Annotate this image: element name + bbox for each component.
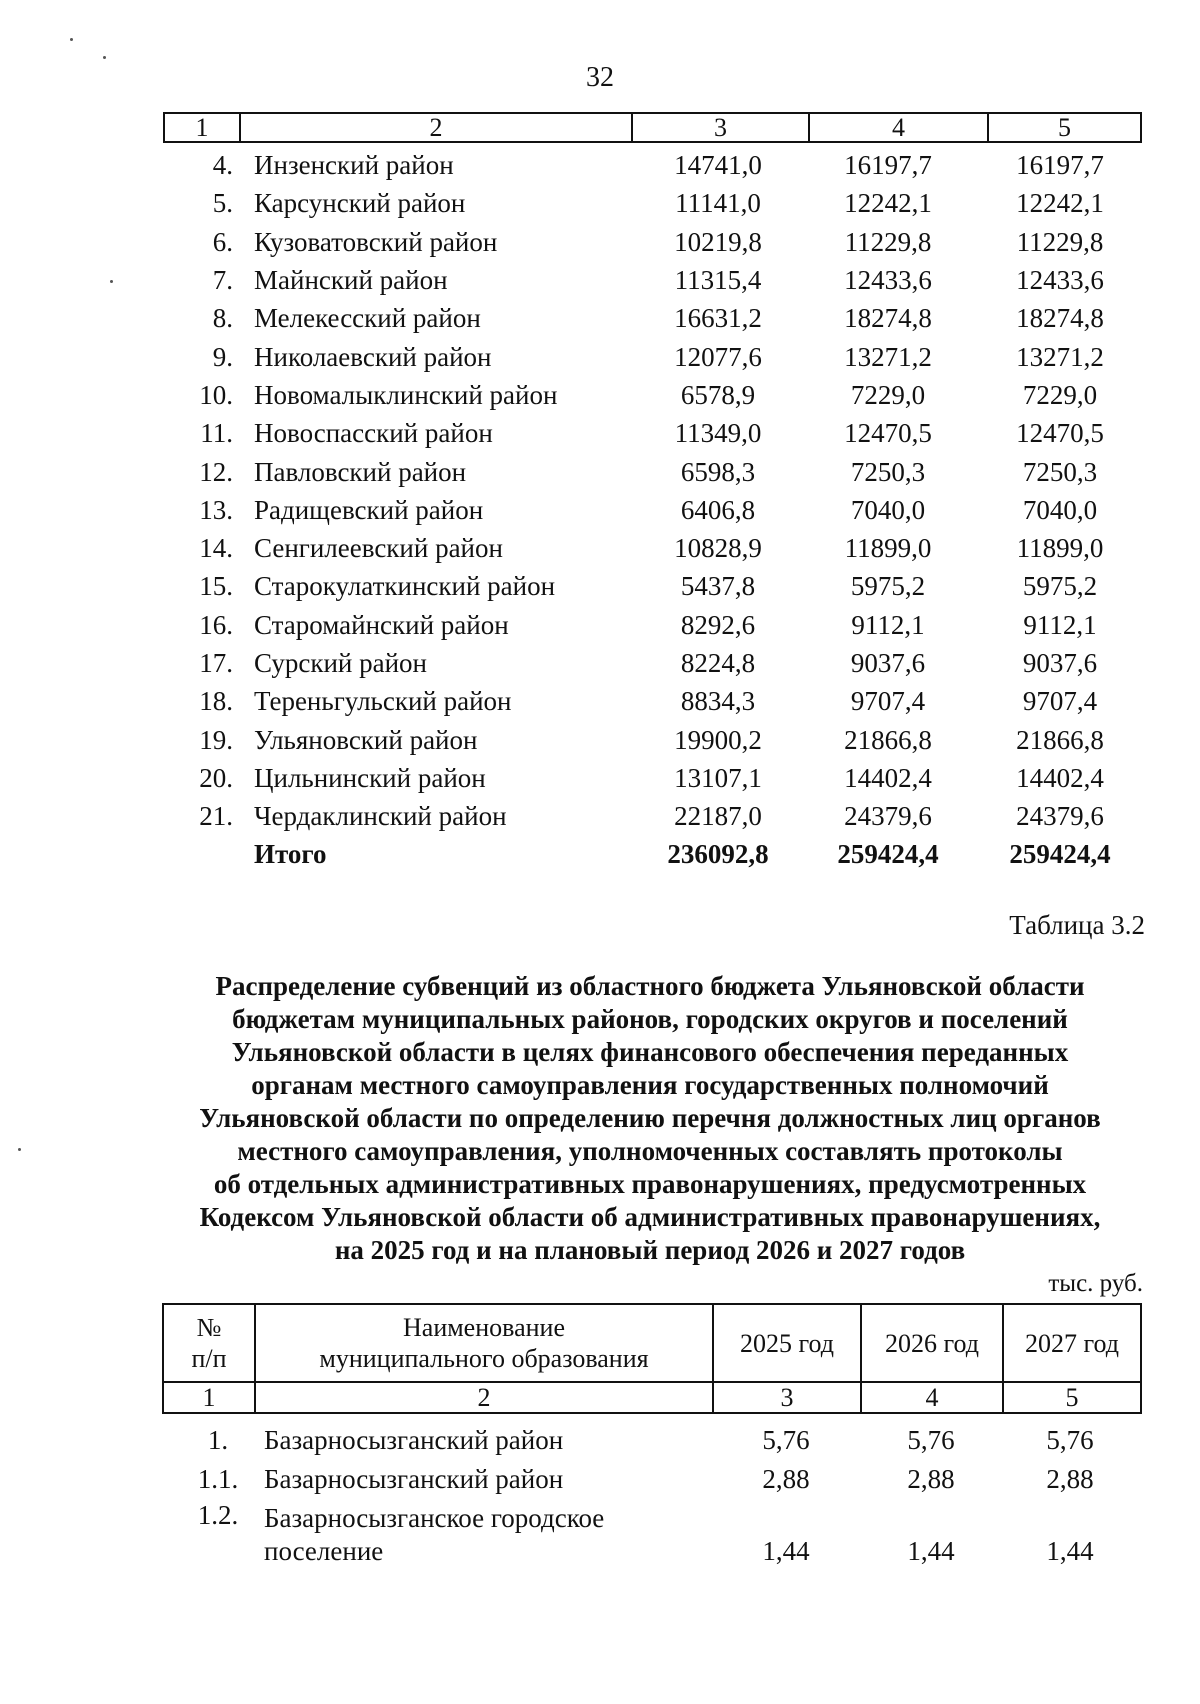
value-col-3: 11349,0: [674, 418, 762, 449]
row-number: 1.2.: [197, 1500, 239, 1530]
scan-speck: [18, 1148, 21, 1151]
value-2027: 1,44: [1046, 1536, 1094, 1566]
table1-header-col-5: 5: [1058, 113, 1071, 142]
row-number: 1.: [207, 1425, 229, 1455]
row-number: 1.1.: [197, 1464, 239, 1494]
table2-header: [162, 1303, 1142, 1383]
table-row: [163, 146, 1142, 184]
district-name: Радищевский район: [254, 494, 484, 525]
title-line: на 2025 год и на плановый период 2026 и 2027 годов: [334, 1235, 966, 1265]
title-line: Распределение субвенций из областного бюджета Ульяновской области: [215, 971, 1085, 1001]
district-name: Мелекесский район: [254, 303, 481, 334]
value-col-5: 9707,4: [1022, 686, 1098, 717]
value-col-3: 10828,9: [674, 533, 762, 564]
district-name: Старомайнский район: [254, 609, 509, 640]
value-col-4: 13271,2: [844, 341, 932, 372]
district-name: Новомалыклинский район: [254, 379, 558, 410]
value-col-5: 13271,2: [1016, 341, 1104, 372]
row-number: 10.: [199, 379, 233, 410]
value-col-5: 21866,8: [1016, 724, 1104, 755]
value-2027: 5,76: [1046, 1425, 1094, 1455]
value-col-5: 9112,1: [1023, 609, 1097, 640]
table-row: [163, 414, 1142, 452]
row-number: 8.: [212, 303, 233, 334]
value-2025: 2,88: [762, 1464, 810, 1494]
value-col-3: 6598,3: [680, 456, 756, 487]
district-name: Павловский район: [254, 456, 467, 487]
units-label: тыс. руб.: [1048, 1270, 1143, 1297]
municipality-name: Базарносызганский район: [264, 1425, 564, 1455]
value-col-5: 7250,3: [1022, 456, 1098, 487]
row-number: 4.: [212, 150, 233, 181]
value-col-4: 7229,0: [850, 379, 926, 410]
district-name: Ульяновский район: [254, 724, 478, 755]
header-number: [164, 1305, 256, 1381]
value-col-4: 7250,3: [850, 456, 926, 487]
table-row: [162, 1457, 1142, 1496]
value-col-3: 8292,6: [680, 609, 756, 640]
value-col-5: 11899,0: [1016, 533, 1104, 564]
header-name-line2: муниципального образования: [319, 1344, 649, 1373]
row-number: 18.: [199, 686, 233, 717]
value-col-4: 18274,8: [844, 303, 932, 334]
table-row: [163, 223, 1142, 261]
municipality-name: Базарносызганский район: [264, 1464, 564, 1494]
page-number: 32: [586, 62, 614, 93]
table1-header: [163, 112, 1142, 143]
row-number: 15.: [199, 571, 233, 602]
title-line: Кодексом Ульяновской области об административных правонарушениях,: [199, 1202, 1101, 1232]
table-caption: Таблица 3.2: [1009, 910, 1145, 940]
title-line: бюджетам муниципальных районов, городских округов и поселений: [232, 1004, 1068, 1034]
value-2025: 5,76: [762, 1425, 810, 1455]
value-col-5: 14402,4: [1016, 762, 1104, 793]
scan-speck: [103, 56, 106, 59]
table-row: [163, 491, 1142, 529]
table-row: [163, 644, 1142, 682]
value-col-3: 11141,0: [675, 188, 761, 219]
row-number: 14.: [199, 533, 233, 564]
value-col-4: 11899,0: [844, 533, 932, 564]
value-col-4: 5975,2: [850, 571, 926, 602]
table-row: [163, 606, 1142, 644]
table-row: [163, 337, 1142, 375]
value-col-4: 24379,6: [844, 801, 932, 832]
row-number: 21.: [199, 801, 233, 832]
district-name: Карсунский район: [254, 188, 466, 219]
col-number-5: 5: [1065, 1383, 1079, 1412]
value-col-3: 6578,9: [680, 379, 756, 410]
col-number-4: 4: [862, 1383, 1004, 1412]
value-col-4: 12470,5: [844, 418, 932, 449]
value-col-5: 11229,8: [1016, 226, 1104, 257]
district-name: Николаевский район: [254, 341, 492, 372]
table-row: [163, 184, 1142, 222]
value-col-3: 6406,8: [680, 494, 756, 525]
table-row: [163, 299, 1142, 337]
table-row: [163, 797, 1142, 835]
district-name: Старокулаткинский район: [254, 571, 556, 602]
header-name-line1: Наименование: [403, 1313, 565, 1342]
value-2026: 2,88: [907, 1464, 955, 1494]
title-line: местного самоуправления, уполномоченных составлять протоколы: [237, 1136, 1063, 1166]
header-name: [256, 1305, 714, 1381]
value-col-4: 11229,8: [844, 226, 932, 257]
district-name: Сенгилеевский район: [254, 533, 503, 564]
district-name: Цильнинский район: [254, 762, 486, 793]
title-line: Ульяновской области в целях финансового обеспечения переданных: [231, 1037, 1069, 1067]
value-col-3: 13107,1: [674, 762, 762, 793]
table2-body: [162, 1418, 1142, 1568]
header-year-2026: 2026 год: [862, 1305, 1004, 1381]
title-line: Ульяновской области по определению перечня должностных лиц органов: [199, 1103, 1101, 1133]
table-row: [163, 720, 1142, 758]
value-col-3: 22187,0: [674, 801, 762, 832]
value-col-3: 8224,8: [680, 648, 756, 678]
table-row: [163, 529, 1142, 567]
value-2026: 1,44: [907, 1536, 955, 1566]
row-number: 6.: [212, 226, 233, 257]
value-col-4: 12433,6: [844, 265, 932, 296]
value-col-4: 16197,7: [844, 150, 932, 181]
row-number: 11.: [200, 418, 233, 449]
title-line: об отдельных административных правонарушениях, предусмотренных: [213, 1169, 1087, 1199]
table-row: [163, 682, 1142, 720]
table1-body: [163, 146, 1142, 874]
table1-header-col-3: 3: [633, 114, 810, 141]
table2-column-numbers: [162, 1381, 1142, 1414]
value-col-4: 7040,0: [850, 494, 926, 525]
total-label: Итого: [254, 839, 327, 870]
value-col-5: 24379,6: [1016, 801, 1104, 832]
value-col-5: 18274,8: [1016, 303, 1104, 334]
district-name: Сурский район: [254, 648, 427, 678]
title-line: органам местного самоуправления государственных полномочий: [251, 1070, 1049, 1100]
table-total-row: [163, 835, 1142, 873]
value-col-5: 9037,6: [1022, 648, 1098, 678]
row-number: 13.: [199, 494, 233, 525]
header-year-2025: 2025 год: [714, 1305, 862, 1381]
header-year-2027: 2027 год: [1025, 1328, 1119, 1358]
district-name: Майнский район: [254, 265, 448, 296]
district-name: Инзенский район: [254, 150, 454, 181]
municipality-name-line1: Базарносызганское городское: [264, 1503, 605, 1533]
value-col-3: 16631,2: [674, 303, 762, 334]
total-col-5: 259424,4: [1009, 839, 1111, 870]
value-col-5: 16197,7: [1016, 150, 1104, 181]
scan-speck: [110, 280, 113, 283]
table-row: [163, 376, 1142, 414]
table-row: [162, 1418, 1142, 1457]
value-col-4: 14402,4: [844, 762, 932, 793]
table-row: [163, 452, 1142, 490]
value-col-3: 8834,3: [680, 686, 756, 717]
col-number-2: 2: [256, 1383, 714, 1412]
row-number: 16.: [199, 609, 233, 640]
table-title: [150, 970, 1150, 1267]
value-col-4: 9037,6: [850, 648, 926, 678]
value-col-3: 5437,8: [680, 571, 756, 602]
value-col-5: 12242,1: [1016, 188, 1104, 219]
district-name: Тереньгульский район: [254, 686, 512, 717]
value-col-4: 21866,8: [844, 724, 932, 755]
value-col-3: 10219,8: [674, 226, 762, 257]
value-col-4: 9112,1: [851, 609, 925, 640]
row-number: 19.: [199, 724, 233, 755]
value-col-3: 11315,4: [674, 265, 762, 296]
value-col-4: 12242,1: [844, 188, 932, 219]
col-number-1: 1: [164, 1383, 256, 1412]
municipality-name: [254, 1502, 712, 1568]
value-col-3: 14741,0: [674, 150, 762, 181]
value-col-5: 12433,6: [1016, 265, 1104, 296]
value-col-5: 7040,0: [1022, 494, 1098, 525]
table1-header-col-1: 1: [165, 114, 241, 141]
district-name: Новоспасский район: [254, 418, 493, 449]
scan-speck: [70, 38, 73, 41]
total-col-4: 259424,4: [837, 839, 939, 870]
row-number: 20.: [199, 762, 233, 793]
table-row: [163, 261, 1142, 299]
table1-header-col-4: 4: [810, 114, 989, 141]
table-row: [162, 1496, 1142, 1568]
table-row: [163, 759, 1142, 797]
value-col-3: 19900,2: [674, 724, 762, 755]
district-name: Кузоватовский район: [254, 226, 498, 257]
value-col-5: 5975,2: [1022, 571, 1098, 602]
row-number: 17.: [199, 648, 233, 678]
value-col-4: 9707,4: [850, 686, 926, 717]
row-number: 7.: [212, 265, 233, 296]
table1-header-col-2: 2: [241, 114, 633, 141]
value-2027: 2,88: [1046, 1464, 1094, 1494]
col-number-3: 3: [714, 1383, 862, 1412]
row-number: 9.: [212, 341, 233, 372]
value-2025: 1,44: [762, 1536, 810, 1566]
row-number: 5.: [212, 188, 233, 219]
district-name: Чердаклинский район: [254, 801, 507, 832]
header-number-line2: п/п: [191, 1344, 227, 1373]
total-col-3: 236092,8: [667, 839, 769, 870]
municipality-name-line2: поселение: [264, 1536, 384, 1566]
header-number-line1: №: [196, 1313, 222, 1342]
row-number: 12.: [199, 456, 233, 487]
value-col-5: 12470,5: [1016, 418, 1104, 449]
value-2026: 5,76: [907, 1425, 955, 1455]
value-col-5: 7229,0: [1022, 379, 1098, 410]
table-row: [163, 567, 1142, 605]
value-col-3: 12077,6: [674, 341, 762, 372]
